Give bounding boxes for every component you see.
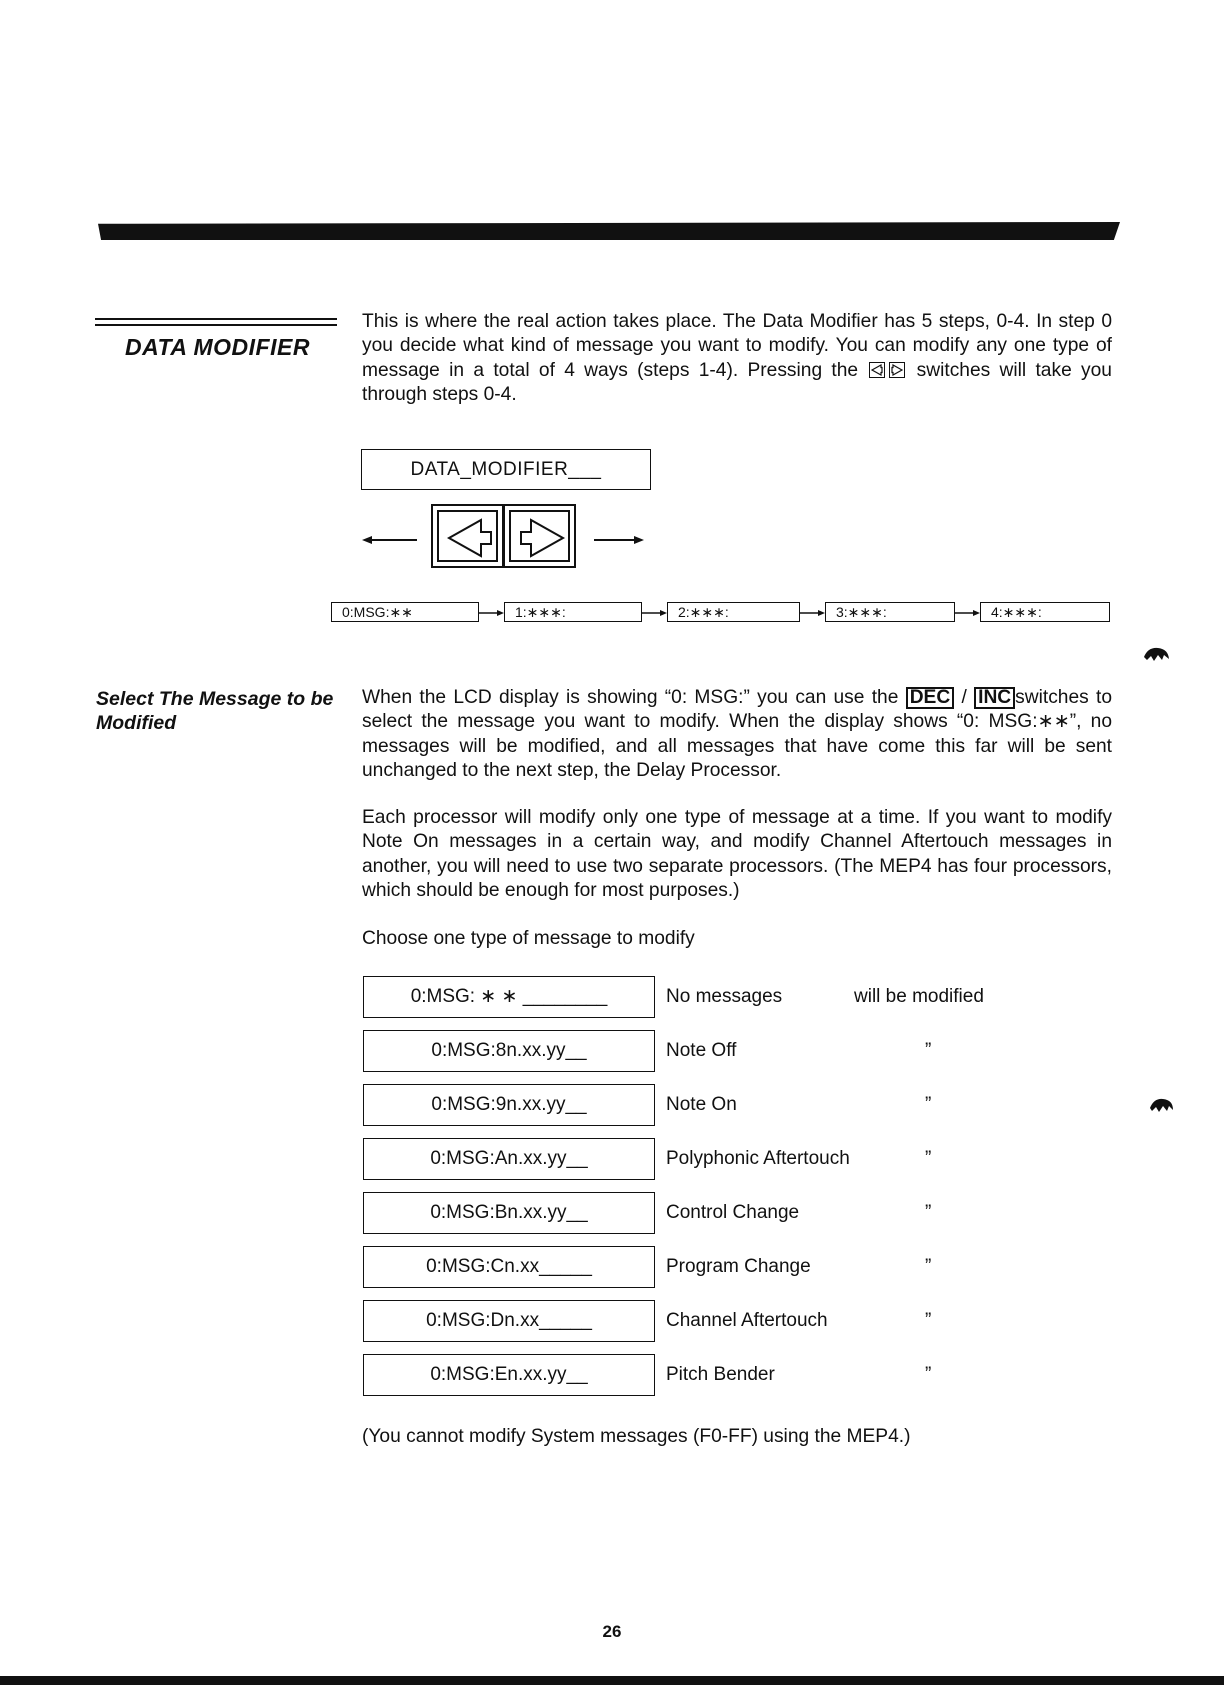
msg-lcd-box: 0:MSG:An.xx.yy__	[363, 1138, 655, 1180]
msg-note: ”	[925, 1148, 932, 1169]
page-number: 26	[602, 1622, 622, 1641]
select-message-paragraph	[362, 686, 1112, 783]
left-arrow-icon	[869, 362, 885, 378]
left-triangle-icon	[439, 512, 500, 564]
step-link-arrow	[479, 610, 504, 616]
step-0-box: 0:MSG:∗∗	[331, 602, 479, 622]
msg-note: ”	[925, 1094, 932, 1115]
msg-description: Note Off	[666, 1040, 737, 1061]
ink-blot-mark	[1148, 1096, 1174, 1114]
section-title: DATA MODIFIER	[125, 334, 310, 360]
right-nav-arrow-icon	[594, 535, 644, 545]
msg-description: Channel Aftertouch	[666, 1310, 828, 1331]
intro-text: This is where the real action takes place. The Data Modifier has 5 steps, 0-4. In step 0 you decide what kind of message you want to modify. You can modify any one type of message in a total of 4 ways (steps 1-4). Pressing the	[362, 311, 1112, 381]
msg-description: Control Change	[666, 1202, 800, 1223]
inc-key-label: INC	[974, 687, 1015, 709]
subsection-heading: Select The Message to be Modified	[96, 688, 334, 734]
left-nav-arrow-icon	[362, 535, 417, 545]
msg-note: ”	[925, 1310, 932, 1331]
msg-description: No messages	[666, 986, 783, 1007]
slash-text: /	[961, 687, 967, 708]
msg-note: ”	[925, 1364, 932, 1385]
select-text-start: When the LCD display is showing “0: MSG:” you can use the	[362, 687, 899, 708]
choose-paragraph: Choose one type of message to modify	[362, 928, 695, 949]
step-link-arrow	[642, 610, 667, 616]
step-2-box: 2:∗∗∗:	[667, 602, 800, 622]
intro-text-end: switches will take you through steps 0-4.	[362, 359, 1112, 405]
right-arrow-icon	[889, 362, 905, 378]
lcd-display: DATA_MODIFIER___	[361, 449, 651, 490]
section-rule	[95, 318, 337, 320]
step-4-box: 4:∗∗∗:	[980, 602, 1110, 622]
msg-description: Pitch Bender	[666, 1364, 775, 1385]
msg-note: ”	[925, 1256, 932, 1277]
msg-lcd-box: 0:MSG:Cn.xx_____	[363, 1246, 655, 1288]
section-rule	[95, 324, 337, 326]
msg-description: Program Change	[666, 1256, 811, 1277]
step-1-box: 1:∗∗∗:	[504, 602, 642, 622]
msg-note: ”	[925, 1202, 932, 1223]
next-step-button[interactable]	[503, 504, 576, 568]
msg-note: ”	[925, 1040, 932, 1061]
msg-lcd-box: 0:MSG:En.xx.yy__	[363, 1354, 655, 1396]
msg-description: Polyphonic Aftertouch	[666, 1148, 850, 1169]
msg-lcd-box: 0:MSG: ∗ ∗ ________	[363, 976, 655, 1018]
step-link-arrow	[800, 610, 825, 616]
intro-paragraph	[362, 310, 1112, 407]
msg-lcd-box: 0:MSG:Bn.xx.yy__	[363, 1192, 655, 1234]
dec-key-label: DEC	[906, 687, 955, 709]
msg-description: Note On	[666, 1094, 737, 1115]
prev-step-button[interactable]	[431, 504, 504, 568]
msg-lcd-box: 0:MSG:9n.xx.yy__	[363, 1084, 655, 1126]
header-bar	[98, 222, 1120, 240]
processor-paragraph: Each processor will modify only one type of message at a time. If you want to modify Note On messages in a certain way, and modify Channel Aftertouch messages in another, you will need to use two separate processors. (The MEP4 has four processors, which should be enough for most purposes.)	[362, 807, 1112, 901]
step-3-box: 3:∗∗∗:	[825, 602, 955, 622]
step-link-arrow	[955, 610, 980, 616]
msg-lcd-box: 0:MSG:8n.xx.yy__	[363, 1030, 655, 1072]
footer-bar	[0, 1676, 1224, 1685]
footer-note: (You cannot modify System messages (F0-FF) using the MEP4.)	[362, 1426, 911, 1447]
msg-note: will be modified	[854, 986, 984, 1007]
select-text-rest: switches to select the message you want to modify. When the display shows “0: MSG:∗∗”, no messages will be modified, and all messages that have come this far will be sent unchanged to the next step, the Delay Processor.	[362, 687, 1112, 781]
right-triangle-icon	[511, 512, 572, 564]
msg-lcd-box: 0:MSG:Dn.xx_____	[363, 1300, 655, 1342]
ink-blot-mark	[1142, 645, 1170, 663]
